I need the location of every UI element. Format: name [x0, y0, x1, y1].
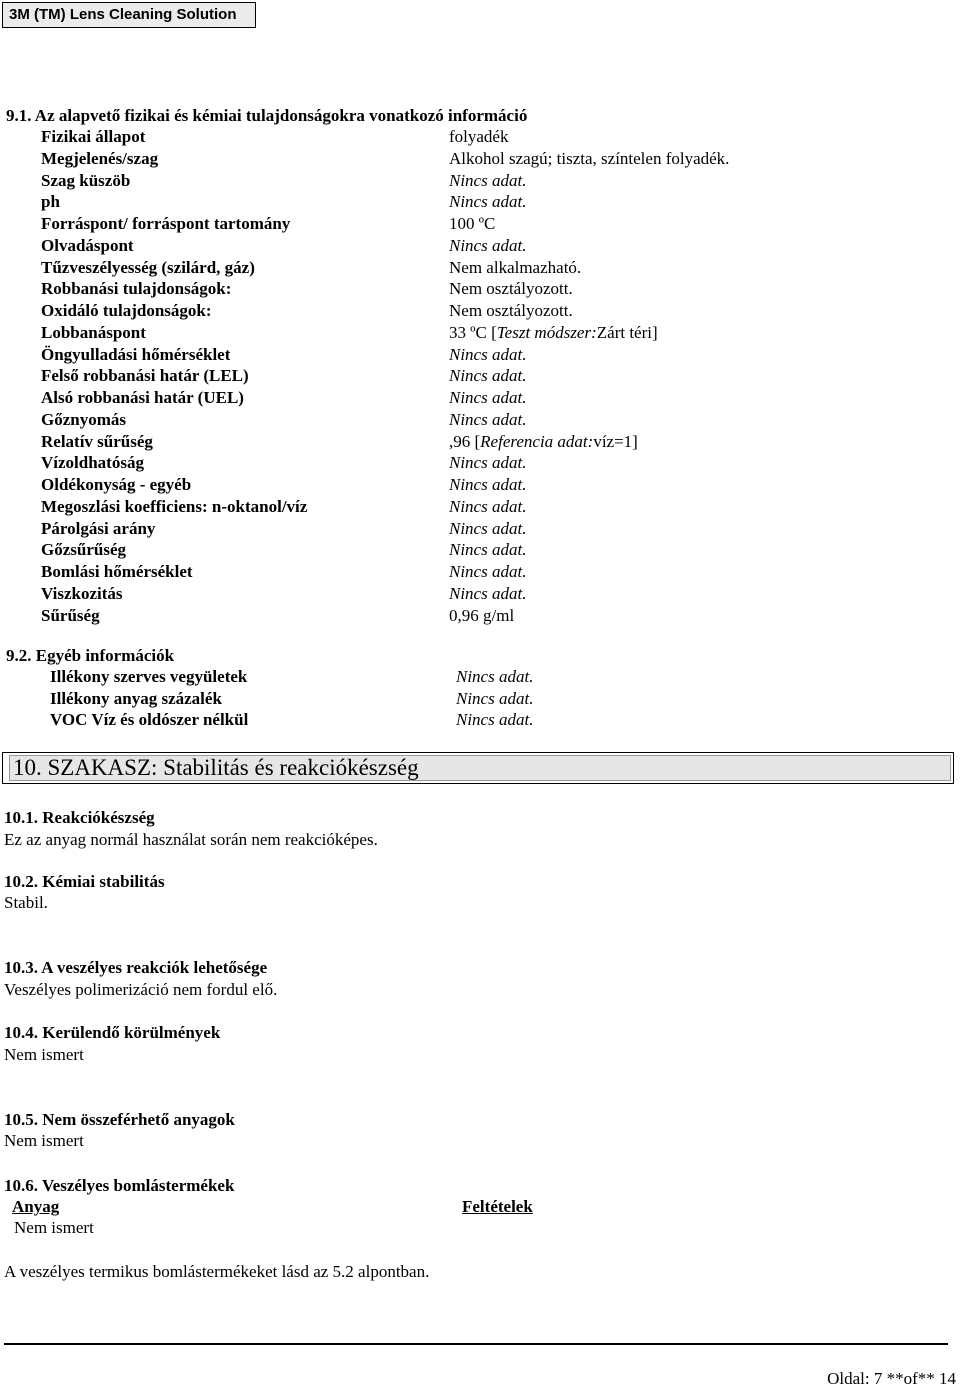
section-10-2-title: 10.2. Kémiai stabilitás	[4, 872, 165, 891]
property-value	[449, 323, 658, 343]
property-value: Nem alkalmazható.	[449, 258, 582, 277]
property-value: Nincs adat.	[449, 584, 527, 603]
section-10-1-title: 10.1. Reakciókészség	[4, 808, 155, 827]
decomposition-note: A veszélyes termikus bomlástermékeket lásd az 5.2 alpontban.	[4, 1262, 430, 1281]
property-label: Viszkozitás	[41, 584, 123, 603]
section-10-4-title: 10.4. Kerülendő körülmények	[4, 1023, 221, 1042]
property-label: Robbanási tulajdonságok:	[41, 279, 232, 298]
property-value: Nem osztályozott.	[449, 301, 573, 320]
property-value: Nincs adat.	[449, 345, 527, 364]
property-value: Nincs adat.	[449, 236, 527, 255]
property-value-part: ,96 [	[449, 432, 481, 451]
property-label: Megjelenés/szag	[41, 149, 159, 168]
section-10-6-title: 10.6. Veszélyes bomlástermékek	[4, 1176, 235, 1195]
property-label: ph	[41, 192, 60, 211]
property-value: Nincs adat.	[449, 192, 527, 211]
property-value-part: 33 ºC [	[449, 323, 497, 342]
property-label: Tűzveszélyesség (szilárd, gáz)	[41, 258, 255, 277]
property-label: Felső robbanási határ (LEL)	[41, 366, 249, 385]
other-info-value: Nincs adat.	[456, 710, 534, 729]
property-value: Nincs adat.	[449, 519, 527, 538]
property-value: Nincs adat.	[449, 562, 527, 581]
property-label: Megoszlási koefficiens: n-oktanol/víz	[41, 497, 308, 516]
other-info-value: Nincs adat.	[456, 667, 534, 686]
other-info-label: Illékony szerves vegyületek	[50, 667, 248, 686]
property-label: Vízoldhatóság	[41, 453, 144, 472]
property-label: Lobbanáspont	[41, 323, 146, 342]
property-label: Alsó robbanási határ (UEL)	[41, 388, 244, 407]
section-9-2-title: 9.2. Egyéb információk	[6, 646, 175, 665]
property-label: Relatív sűrűség	[41, 432, 153, 451]
section-10-5-text: Nem ismert	[4, 1131, 84, 1150]
property-value: 100 ºC	[449, 214, 496, 233]
property-value: Alkohol szagú; tiszta, színtelen folyadék.	[449, 149, 730, 168]
property-value: Nincs adat.	[449, 410, 527, 429]
section-10-2-text: Stabil.	[4, 893, 48, 912]
property-label: Forráspont/ forráspont tartomány	[41, 214, 291, 233]
section-10-3-title: 10.3. A veszélyes reakciók lehetősége	[4, 958, 268, 977]
property-value: Nincs adat.	[449, 453, 527, 472]
other-info-value: Nincs adat.	[456, 689, 534, 708]
property-value: Nincs adat.	[449, 497, 527, 516]
property-value: Nincs adat.	[449, 540, 527, 559]
property-label: Sűrűség	[41, 606, 100, 625]
product-name-header: 3M (TM) Lens Cleaning Solution	[2, 2, 256, 28]
section-10-5-title: 10.5. Nem összeférhető anyagok	[4, 1110, 235, 1129]
property-value: Nem osztályozott.	[449, 279, 573, 298]
section-10-6-value: Nem ismert	[14, 1218, 94, 1237]
section-10-1-text: Ez az anyag normál használat során nem reakcióképes.	[4, 830, 378, 849]
column-header-feltetelek: Feltételek	[462, 1197, 533, 1216]
column-header-anyag: Anyag	[12, 1197, 60, 1216]
section-10-title: 10. SZAKASZ: Stabilitás és reakciókészség	[9, 755, 951, 781]
other-info-label: VOC Víz és oldószer nélkül	[50, 710, 249, 729]
page-number: Oldal: 7 **of** 14	[827, 1369, 956, 1388]
property-value-part: Referencia adat:	[480, 432, 594, 451]
property-label: Gőzsűrűség	[41, 540, 126, 559]
section-10-3-text: Veszélyes polimerizáció nem fordul elő.	[4, 980, 278, 999]
property-label: Szag küszöb	[41, 171, 131, 190]
property-value: Nincs adat.	[449, 475, 527, 494]
property-label: Fizikai állapot	[41, 127, 146, 146]
section-10-header	[2, 752, 954, 784]
property-label: Gőznyomás	[41, 410, 126, 429]
property-value-part: Zárt téri]	[596, 323, 658, 342]
footer-divider	[4, 1343, 948, 1345]
property-label: Oxidáló tulajdonságok:	[41, 301, 212, 320]
property-label: Bomlási hőmérséklet	[41, 562, 193, 581]
property-value-part: Teszt módszer:	[496, 323, 597, 342]
section-9-1-title: 9.1. Az alapvető fizikai és kémiai tulajdonságokra vonatkozó információ	[6, 106, 528, 125]
property-value: folyadék	[449, 127, 509, 146]
property-label: Öngyulladási hőmérséklet	[41, 345, 231, 364]
section-10-4-text: Nem ismert	[4, 1045, 84, 1064]
property-value: Nincs adat.	[449, 366, 527, 385]
property-value	[449, 432, 638, 452]
property-label: Oldékonyság - egyéb	[41, 475, 192, 494]
property-label: Párolgási arány	[41, 519, 156, 538]
property-value: 0,96 g/ml	[449, 606, 515, 625]
other-info-label: Illékony anyag százalék	[50, 689, 222, 708]
property-label: Olvadáspont	[41, 236, 134, 255]
property-value: Nincs adat.	[449, 171, 527, 190]
property-value: Nincs adat.	[449, 388, 527, 407]
property-value-part: víz=1]	[593, 432, 638, 451]
